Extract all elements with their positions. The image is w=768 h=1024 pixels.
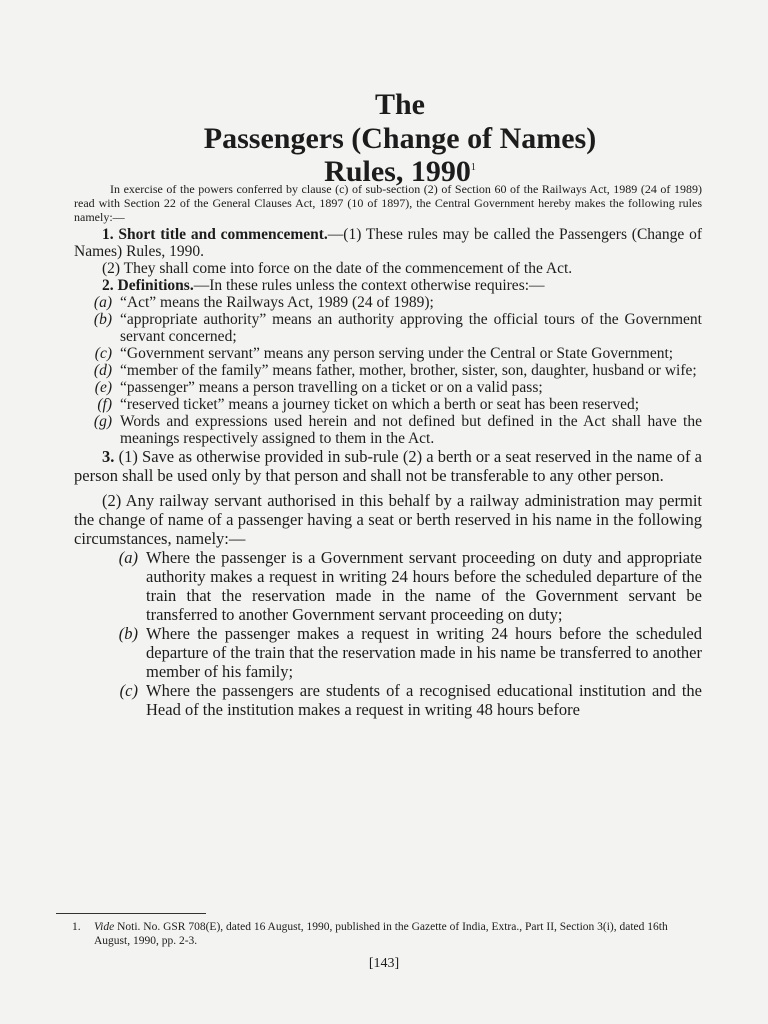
footnote-number: 1. [72,921,81,933]
item-label: (a) [93,294,112,311]
document-body [74,182,702,719]
item-label: (c) [119,681,138,700]
item-text: “Act” means the Railways Act, 1989 (24 of 1989); [120,294,434,311]
definition-item [74,413,702,447]
footnote-vide: Vide [94,921,115,933]
item-label: (a) [118,548,138,567]
definition-item [74,294,702,311]
item-label: (f) [97,396,112,413]
circumstance-item [74,548,702,624]
rule-1-text: —(1) These rules may be called the Passengers (Change of Names) Rules, 1990. [74,226,703,260]
item-text: Where the passenger is a Government servant proceeding on duty and appropriate authority makes a request in writing 24 hours before the scheduled departure of the train that the reservation made in the name of the Government servant be transferred to another Government servant proceeding on duty; [146,548,702,624]
footnote-text [94,920,702,948]
item-label: (d) [93,362,112,379]
title-line-2: Passengers (Change of Names) [203,121,597,155]
rule-3-subrule-2: (2) Any railway servant authorised in this behalf by a railway administration may permit the change of name of a passenger having a seat or berth reserved in his name in the following circumstances, namely:— [74,491,702,548]
definition-item [74,345,702,362]
item-text: “passenger” means a person travelling on a ticket or on a valid pass; [120,379,543,396]
circumstance-item [74,624,702,681]
document-title [100,88,700,189]
item-label: (e) [94,379,112,396]
rule-1-heading: 1. Short title and commencement. [102,226,328,243]
footnote-body: Noti. No. GSR 708(E), dated 16 August, 1990, published in the Gazette of India, Extra., Part II, Section 3(i), dated 16th August, 1990, pp. 2-3. [94,921,668,947]
item-text: Where the passengers are students of a recognised educational institution and the Head of the institution makes a request in writing 48 hours before [146,681,702,719]
rule-2-heading: 2. Definitions. [102,277,194,294]
title-footnote-mark: 1 [470,162,476,174]
rule-1-subrule-2: (2) They shall come into force on the date of the commencement of the Act. [102,260,573,277]
circumstance-item [74,681,702,719]
item-label: (b) [118,624,138,643]
definition-item [74,396,702,413]
item-label: (g) [93,413,112,430]
rule-3-paragraph [74,447,702,485]
item-text: Where the passenger makes a request in writing 24 hours before the scheduled departure of the train that the reservation made in his name be transferred to another member of his family; [146,624,702,681]
footnote-divider [56,913,206,914]
rule-3-text: (1) Save as otherwise provided in sub-rule (2) a berth or a seat reserved in the name of a person shall be used only by that person and shall not be transferable to any other person. [74,447,702,485]
item-text: Words and expressions used herein and not defined but defined in the Act shall have the meanings respectively assigned to them in the Act. [120,413,702,447]
footnote [72,920,702,948]
item-text: “appropriate authority” means an authority approving the official tours of the Government servant concerned; [120,311,702,345]
definition-item [74,311,702,345]
title-line-1: The [374,88,425,121]
item-label: (c) [94,345,112,362]
preamble-paragraph: In exercise of the powers conferred by clause (c) of sub-section (2) of Section 60 of the Railways Act, 1989 (24 of 1989) read with Section 22 of the General Clauses Act, 1897 (10 of 1897), the Central Government hereby makes the following rules namely:— [74,182,702,224]
definition-item [74,362,702,379]
item-label: (b) [93,311,112,328]
rule-1-paragraph [74,226,702,260]
page-number: [143] [368,956,400,971]
rule-3-heading: 3. [102,447,115,466]
definition-item [74,379,702,396]
rule-2-paragraph [74,277,702,294]
item-text: “member of the family” means father, mother, brother, sister, son, daughter, husband or wife; [120,362,697,379]
title-line-3-text: Rules, 1990 [324,155,471,189]
rule-2-text: —In these rules unless the context otherwise requires:— [193,277,545,294]
item-text: “reserved ticket” means a journey ticket on which a berth or seat has been reserved; [120,396,640,413]
item-text: “Government servant” means any person serving under the Central or State Government; [120,345,674,362]
